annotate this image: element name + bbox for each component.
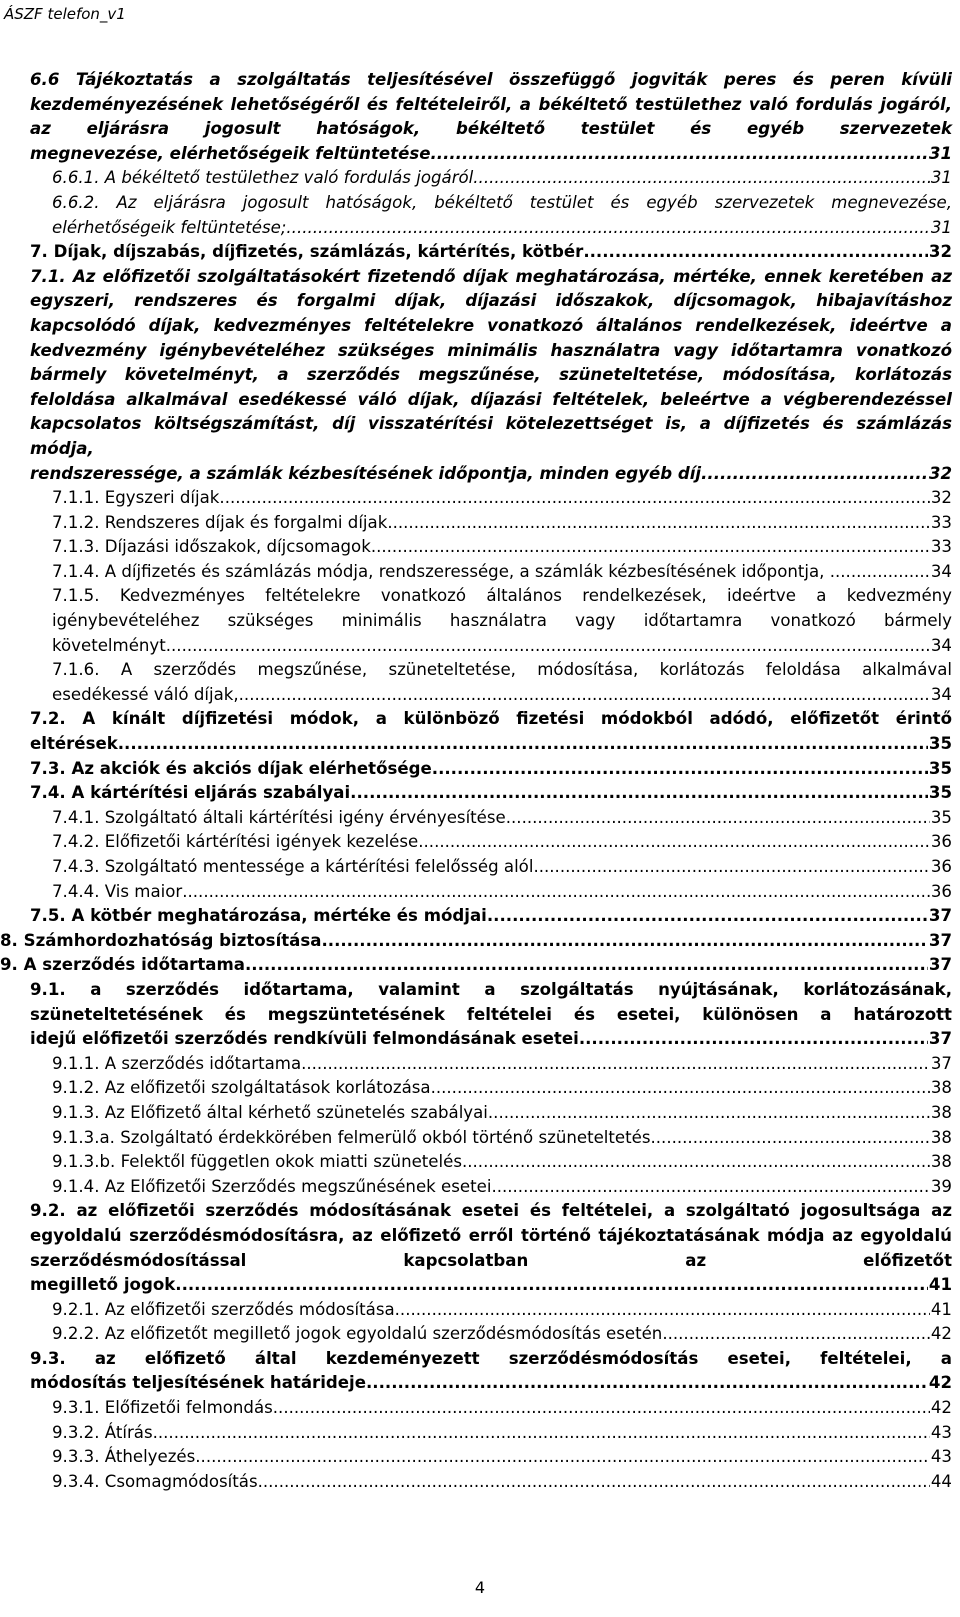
- toc-entry[interactable]: [30, 830, 952, 855]
- toc-page-number: 42: [930, 1324, 952, 1344]
- toc-entry-title: 9.1.1. A szerződés időtartama: [52, 1053, 302, 1073]
- toc-page-number: 42: [930, 1398, 952, 1418]
- toc-entry[interactable]: [30, 757, 952, 782]
- toc-page-number: 38: [930, 1078, 952, 1098]
- toc-entry[interactable]: [30, 1445, 952, 1470]
- toc-entry[interactable]: [30, 1199, 952, 1297]
- toc-entry-title: eltérések: [30, 734, 118, 754]
- toc-entry-title: 9.3.4. Csomagmódosítás: [52, 1471, 258, 1491]
- toc-entry-title: esedékessé váló díjak,: [52, 684, 239, 704]
- toc-page-number: 32: [928, 242, 952, 262]
- toc-page-number: 31: [930, 217, 952, 237]
- toc-entry[interactable]: [30, 1126, 952, 1151]
- toc-entry-title: 6.6.1. A békéltető testülethez való fordulás jogáról: [52, 168, 474, 188]
- dot-leader: [182, 880, 930, 905]
- toc-page-number: 43: [930, 1447, 952, 1467]
- toc-page-number: 43: [930, 1422, 952, 1442]
- toc-entry-title: 9.3.1. Előfizetői felmondás: [52, 1398, 273, 1418]
- dot-leader: [166, 634, 930, 659]
- toc-entry[interactable]: [30, 584, 952, 658]
- toc-entry[interactable]: [30, 1421, 952, 1446]
- toc-entry[interactable]: [30, 1396, 952, 1421]
- toc-entry-title: 7. Díjak, díjszabás, díjfizetés, számlázás, kártérítés, kötbér: [30, 242, 584, 262]
- toc-page-number: 37: [928, 1029, 952, 1049]
- toc-entry[interactable]: [30, 1298, 952, 1323]
- dot-leader: [371, 535, 930, 560]
- toc-entry-title: 9.2.2. Az előfizetőt megillető jogok egyoldalú szerződésmódosítás esetén: [52, 1324, 663, 1344]
- dot-leader: [662, 1322, 930, 1347]
- table-of-contents: [0, 68, 952, 1494]
- toc-entry-title: 9.1.3.b. Felektől független okok miatti szünetelés: [52, 1152, 462, 1172]
- toc-entry-title: 9.1.3.a. Szolgáltató érdekkörében felmerülő okból történő szüneteltetés: [52, 1127, 651, 1147]
- dot-leader: [273, 1396, 930, 1421]
- toc-page-number: 38: [930, 1127, 952, 1147]
- toc-page-number: 31: [928, 143, 952, 163]
- dot-leader: [321, 929, 927, 954]
- toc-entry-title: módosítás teljesítésének határideje: [30, 1373, 366, 1393]
- dot-leader: [487, 904, 928, 929]
- toc-entry[interactable]: [0, 929, 952, 954]
- toc-entry-title: 7.1.6. A szerződés megszűnése, szüneteltetése, módosítása, korlátozás feloldása alkalmával: [52, 660, 952, 680]
- toc-entry-title: 9.1.2. Az előfizetői szolgáltatások korlátozása: [52, 1078, 431, 1098]
- dot-leader: [430, 142, 927, 167]
- toc-page-number: 36: [930, 857, 952, 876]
- dot-leader: [366, 1371, 928, 1396]
- dot-leader: [286, 216, 929, 241]
- toc-entry-title: megnevezése, elérhetőségeik feltüntetése: [30, 143, 431, 163]
- document-header: ÁSZF telefon_v1: [4, 5, 126, 23]
- toc-entry[interactable]: [30, 658, 952, 707]
- toc-entry[interactable]: [30, 978, 952, 1052]
- toc-entry[interactable]: [30, 560, 952, 585]
- toc-entry-title: 7.1.1. Egyszeri díjak: [52, 488, 220, 508]
- toc-entry[interactable]: [30, 707, 952, 756]
- toc-page-number: 34: [930, 635, 952, 655]
- dot-leader: [195, 1445, 930, 1470]
- toc-page-number: 42: [928, 1373, 952, 1393]
- dot-leader: [395, 1298, 930, 1323]
- toc-entry-title: 7.5. A kötbér meghatározása, mértéke és módjai: [30, 906, 487, 926]
- toc-page-number: 37: [928, 930, 952, 950]
- toc-entry-title: 9.2.1. Az előfizetői szerződés módosítása: [52, 1299, 395, 1319]
- toc-entry-title: 9.3. az előfizető által kezdeményezett szerződésmódosítás esetei, feltételei, a: [30, 1348, 952, 1368]
- toc-page-number: 34: [930, 561, 952, 581]
- toc-page-number: 32: [928, 463, 952, 483]
- toc-page-number: 44: [930, 1471, 952, 1491]
- toc-entry[interactable]: [0, 953, 952, 978]
- toc-page-number: 36: [930, 881, 952, 901]
- dot-leader: [651, 1126, 930, 1151]
- dot-leader: [473, 166, 930, 191]
- toc-entry-title: 9.2. az előfizetői szerződés módosításának esetei és feltételei, a szolgáltató jogosultsága az egyoldalú szerződésmódosításra, az előfizető erről történő tájékoztatásának módja az egyoldalú szerződésmódosítással kapcsolatban az előfizetőt: [30, 1201, 952, 1270]
- toc-entry[interactable]: [30, 880, 952, 905]
- toc-entry-title: 7.1.2. Rendszeres díjak és forgalmi díjak: [52, 512, 388, 532]
- toc-entry-title: 9.3.3. Áthelyezés: [52, 1447, 196, 1467]
- dot-leader: [583, 240, 928, 265]
- toc-page-number: 39: [930, 1176, 952, 1196]
- toc-entry[interactable]: [30, 855, 952, 880]
- toc-entry-title: megillető jogok: [30, 1275, 176, 1295]
- toc-page-number: 35: [930, 807, 952, 827]
- dot-leader: [301, 1052, 930, 1077]
- toc-page-number: 37: [928, 955, 952, 975]
- toc-entry-title: 7.1.3. Díjazási időszakok, díjcsomagok: [52, 537, 371, 557]
- dot-leader: [462, 1150, 930, 1175]
- toc-page-number: 36: [930, 832, 952, 852]
- dot-leader: [350, 781, 928, 806]
- toc-entry-title: 7.4.2. Előfizetői kártérítési igények kezelése: [52, 832, 419, 852]
- toc-entry[interactable]: [30, 1150, 952, 1175]
- toc-entry-title: 7.1.4. A díjfizetés és számlázás módja, rendszeressége, a számlák kézbesítésének időpontja, .: [52, 561, 835, 581]
- toc-entry-title: követelményt: [52, 635, 166, 655]
- toc-entry[interactable]: [30, 68, 952, 166]
- toc-entry-title: 7.2. A kínált díjfizetési módok, a különböző fizetési módokból adódó, előfizetőt érintő: [30, 709, 952, 729]
- dot-leader: [245, 953, 928, 978]
- dot-leader: [153, 1421, 930, 1446]
- toc-entry[interactable]: [30, 1052, 952, 1077]
- toc-page-number: 38: [930, 1102, 952, 1122]
- toc-entry-title: 7.4.3. Szolgáltató mentessége a kártérítési felelősség alól: [52, 857, 534, 876]
- dot-leader: [118, 732, 928, 757]
- toc-entry-title: 7.1. Az előfizetői szolgáltatásokért fizetendő díjak meghatározása, mértéke, ennek keretében az egyszeri, rendszeres és forgalmi díjak, díjazási időszakok, díjcsomagok, hibajavításhoz kapcsolódó díjak, kedvezményes feltételekre vonatkozó általános rendelkezések, ideértve a kedvezmény igénybevételéhez szükséges minimális használatra vagy időtartamra vonatkozó bármely követelményt, a szerződés megszűnése, szüneteltetése, módosítása, korlátozás feloldása alkalmával esedékessé váló díjak, díjazási feltételek, beleértve a végberendezéssel kapcsolatos költségszámítást, díj visszatérítési kötelezettséget is, a díjfizetés és számlázás módja,: [30, 266, 952, 458]
- toc-entry-title: elérhetőségeik feltüntetése;: [52, 217, 287, 237]
- toc-entry[interactable]: [30, 1322, 952, 1347]
- dot-leader: [219, 486, 929, 511]
- dot-leader: [387, 511, 930, 536]
- toc-entry-title: idejű előfizetői szerződés rendkívüli felmondásának esetei: [30, 1029, 579, 1049]
- toc-entry-title: 9.3.2. Átírás: [52, 1422, 153, 1442]
- toc-entry[interactable]: [30, 1470, 952, 1495]
- toc-entry[interactable]: [30, 1076, 952, 1101]
- toc-entry-title: 9.1.4. Az Előfizetői Szerződés megszűnésének esetei: [52, 1176, 492, 1196]
- toc-entry-title: 7.3. Az akciók és akciós díjak elérhetősége: [30, 758, 432, 778]
- toc-page-number: 33: [930, 537, 952, 557]
- toc-entry-title: 7.4.1. Szolgáltató általi kártérítési igény érvényesítése: [52, 807, 506, 827]
- toc-entry[interactable]: [30, 265, 952, 486]
- dot-leader: [835, 560, 930, 585]
- toc-page-number: 35: [928, 783, 952, 803]
- toc-entry-title: 6.6 Tájékoztatás a szolgáltatás teljesítésével összefüggő jogviták peres és peren kívüli kezdeményezésének lehetőségéről és feltételeiről, a békéltető testülethez való fordulás jogáról, az eljárásra jogosult hatóságok, békéltető testület és egyéb szervezetek: [30, 70, 952, 139]
- dot-leader: [239, 683, 930, 708]
- dot-leader: [579, 1027, 928, 1052]
- toc-page-number: 41: [930, 1299, 952, 1319]
- toc-entry[interactable]: [30, 1175, 952, 1200]
- toc-entry-title: 8. Számhordozhatóság biztosítása: [0, 930, 322, 950]
- toc-entry[interactable]: [30, 1347, 952, 1396]
- page-number: 4: [474, 1578, 486, 1597]
- dot-leader: [432, 757, 928, 782]
- dot-leader: [701, 462, 928, 487]
- dot-leader: [491, 1175, 929, 1200]
- dot-leader: [418, 830, 930, 855]
- toc-entry-title: 6.6.2. Az eljárásra jogosult hatóságok, békéltető testület és egyéb szervezetek megnevezése,: [52, 192, 952, 212]
- toc-entry[interactable]: [30, 535, 952, 560]
- toc-entry[interactable]: [30, 511, 952, 536]
- toc-entry[interactable]: [30, 806, 952, 831]
- toc-page-number: 31: [930, 168, 952, 188]
- toc-page-number: 33: [930, 512, 952, 532]
- dot-leader: [533, 855, 929, 880]
- toc-entry[interactable]: [30, 240, 952, 265]
- toc-entry[interactable]: [30, 166, 952, 191]
- toc-entry-title: 9.1.3. Az Előfizető által kérhető szünetelés szabályai: [52, 1102, 488, 1122]
- dot-leader: [506, 806, 930, 831]
- toc-page-number: 37: [928, 906, 952, 926]
- toc-entry[interactable]: [30, 486, 952, 511]
- toc-page-number: 37: [930, 1053, 952, 1073]
- dot-leader: [488, 1101, 930, 1126]
- toc-page-number: 34: [930, 684, 952, 704]
- toc-entry-title: 7.4. A kártérítési eljárás szabályai: [30, 783, 351, 803]
- toc-page-number: 35: [928, 758, 952, 778]
- toc-page-number: 32: [930, 488, 952, 508]
- toc-entry-title: 9. A szerződés időtartama: [0, 955, 245, 975]
- dot-leader: [431, 1076, 930, 1101]
- toc-entry[interactable]: [30, 1101, 952, 1126]
- toc-page-number: 35: [928, 734, 952, 754]
- toc-entry-title: 9.1. a szerződés időtartama, valamint a szolgáltatás nyújtásának, korlátozásának, szüneteltetésének és megszüntetésének feltételei és esetei, különösen a határozott: [30, 979, 952, 1024]
- toc-page-number: 41: [928, 1275, 952, 1295]
- toc-entry[interactable]: [30, 191, 952, 240]
- dot-leader: [175, 1273, 928, 1298]
- dot-leader: [258, 1470, 930, 1495]
- toc-entry-title: 7.4.4. Vis maior: [52, 881, 183, 901]
- toc-page-number: 38: [930, 1152, 952, 1172]
- toc-entry-title: 7.1.5. Kedvezményes feltételekre vonatkozó általános rendelkezések, ideértve a kedvezmény igénybevételéhez szükséges minimális használatra vagy időtartamra vonatkozó bármely: [52, 586, 952, 631]
- toc-entry[interactable]: [30, 904, 952, 929]
- toc-entry[interactable]: [30, 781, 952, 806]
- toc-entry-title: rendszeressége, a számlák kézbesítésének időpontja, minden egyéb díj: [30, 463, 702, 483]
